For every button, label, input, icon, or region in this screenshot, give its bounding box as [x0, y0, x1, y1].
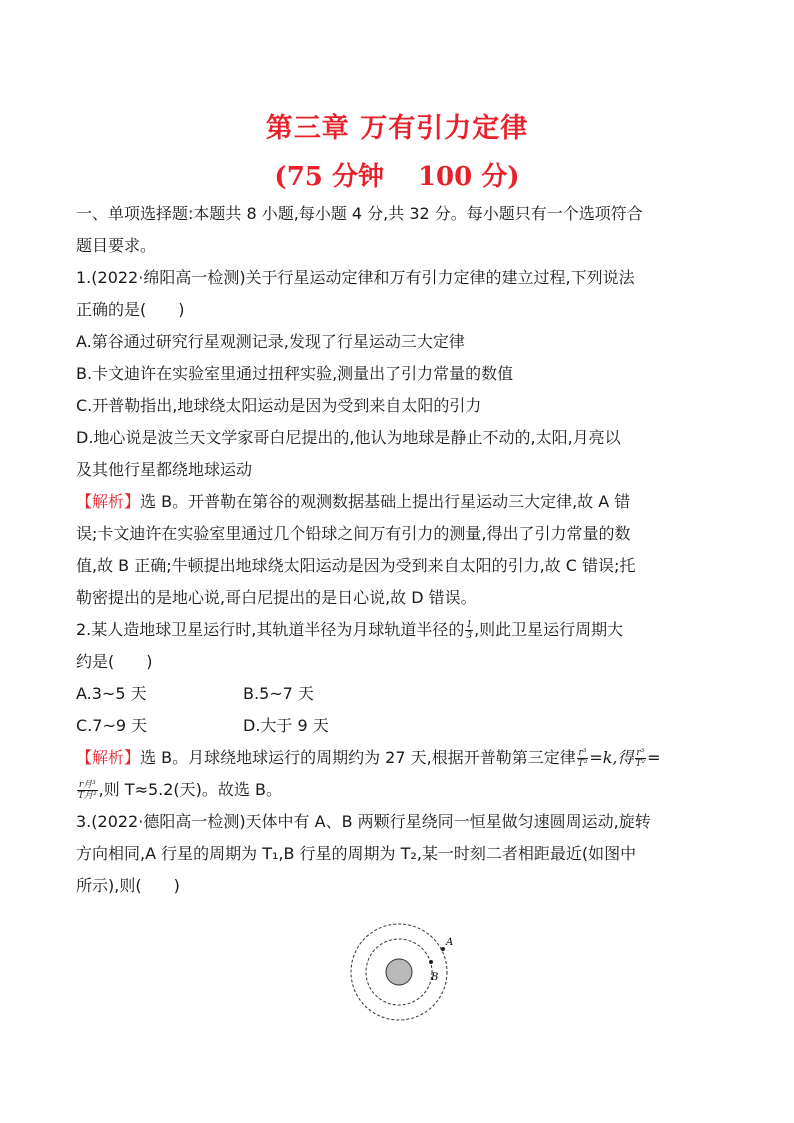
q1-analysis-l2: 误;卡文迪许在实验室里通过几个铅球之间万有引力的测量,得出了引力常量的数: [76, 524, 631, 543]
q1-analysis: 【解析】选 B。开普勒在第谷的观测数据基础上提出行星运动三大定律,故 A 错: [76, 492, 631, 511]
q3-stem-cont2: 所示),则( ): [76, 876, 180, 895]
analysis-label: 【解析】: [76, 492, 141, 511]
q2-option-d: D.大于 9 天: [243, 716, 329, 735]
q1-stem-cont: 正确的是( ): [76, 300, 185, 319]
q1-analysis-l4: 勒密提出的是地心说,哥白尼提出的是日心说,故 D 错误。: [76, 588, 477, 607]
q1-option-c: C.开普勒指出,地球绕太阳运动是因为受到来自太阳的引力: [76, 396, 482, 415]
chapter-subtitle: [0, 156, 794, 193]
q2-analysis-l2: $\frac{\text{r月³}}{\text{T月²}}$ ,则 T≈5.2(天)。故选 B。: [78, 780, 282, 801]
q1-option-a: A.第谷通过研究行星观测记录,发现了行星运动三大定律: [76, 332, 465, 351]
q1-analysis-l3: 值,故 B 正确;牛顿提出地球绕太阳运动是因为受到来自太阳的引力,故 C 错误;托: [76, 556, 636, 575]
q2-stem: 2.某人造地球卫星运行时,其轨道半径为月球轨道半径的 $\frac{1}{3}$ ,则此卫星运行周期大: [76, 620, 624, 641]
q1-option-b: B.卡文迪许在实验室里通过扭秤实验,测量出了引力常量的数值: [76, 364, 514, 383]
q2-analysis: 【解析】选 B。月球绕地球运行的周期约为 27 天,根据开普勒第三定律 $\frac{\text{r³}}{\text{T²}}$ =k,得 $\frac{\text{r³}}{\text{T²}}$ =: [76, 748, 661, 769]
analysis-label: 【解析】: [76, 748, 141, 767]
subtitle-time: (75 分钟: [274, 162, 384, 192]
chapter-title: 第三章 万有引力定律: [265, 113, 529, 144]
q2-option-c: C.7~9 天: [76, 716, 148, 735]
q1-option-d-cont: 及其他行星都绕地球运动: [76, 460, 253, 479]
q3-stem: 3.(2022·德阳高一检测)天体中有 A、B 两颗行星绕同一恒星做匀速圆周运动,旋转: [76, 812, 651, 831]
subtitle-score: 100 分): [417, 162, 520, 192]
question-body: [76, 198, 722, 902]
orbit-diagram: [348, 920, 458, 1024]
q2-options-row1: [76, 678, 722, 710]
planet-b: [429, 960, 433, 964]
q2-options-row2: [76, 710, 722, 742]
central-star: [386, 959, 412, 985]
q1-stem: 1.(2022·绵阳高一检测)关于行星运动定律和万有引力定律的建立过程,下列说法: [76, 268, 635, 287]
section-intro-cont: 题目要求。: [76, 236, 157, 255]
fraction: $\frac{1}{3}$: [466, 620, 473, 641]
fraction: $\frac{\text{r³}}{\text{T²}}$: [577, 748, 588, 769]
fraction: $\frac{\text{r³}}{\text{T²}}$: [635, 748, 646, 769]
q1-option-d: D.地心说是波兰天文学家哥白尼提出的,他认为地球是静止不动的,太阳,月亮以: [76, 428, 621, 447]
planet-a: [441, 947, 445, 951]
q2-stem-cont: 约是( ): [76, 652, 153, 671]
q3-stem-cont: 方向相同,A 行星的周期为 T₁,B 行星的周期为 T₂,某一时刻二者相距最近(如图中: [76, 844, 637, 863]
q2-option-b: B.5~7 天: [243, 684, 314, 703]
fraction: $\frac{\text{r月³}}{\text{T月²}}$: [78, 780, 97, 801]
label-a: A: [446, 937, 454, 948]
q2-option-a: A.3~5 天: [76, 684, 147, 703]
label-b: B: [431, 972, 439, 983]
section-intro: 一、单项选择题:本题共 8 小题,每小题 4 分,共 32 分。每小题只有一个选项符合: [76, 204, 643, 223]
